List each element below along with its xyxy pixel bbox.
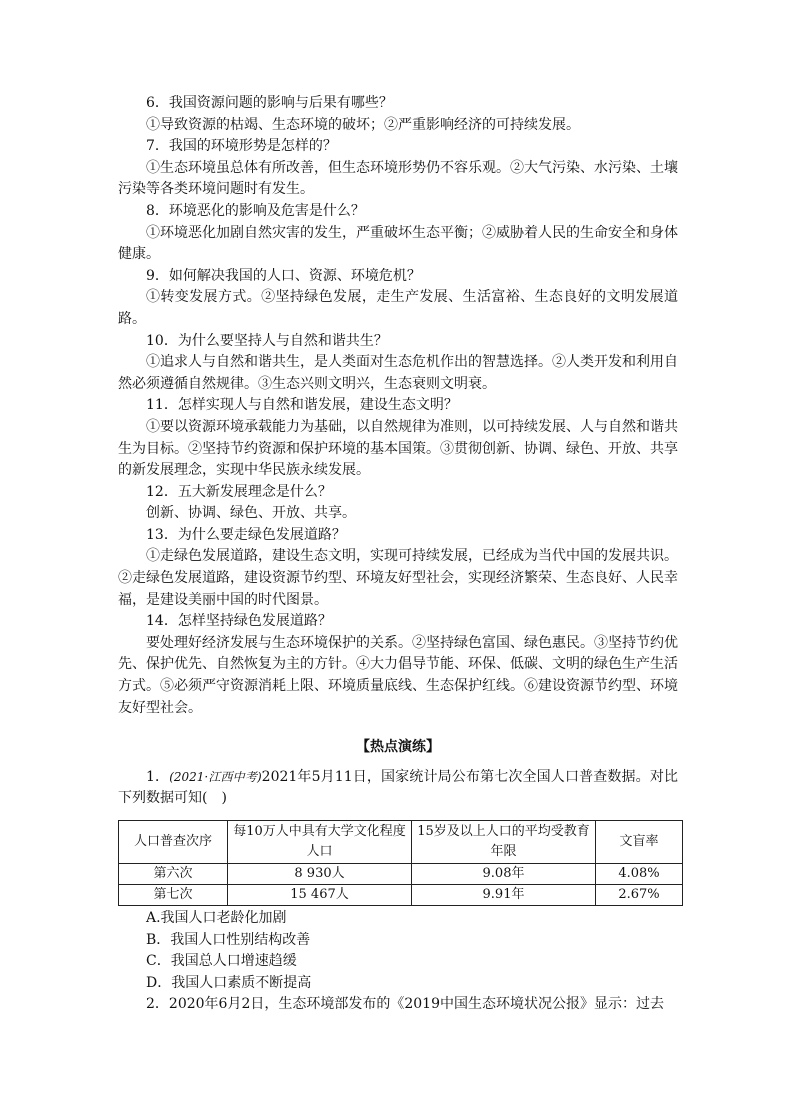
option-c[interactable]: C．我国总人口增速趋缓	[146, 953, 297, 970]
question-13: 13．为什么要走绿色发展道路？	[146, 526, 346, 543]
table-cell: 9.08年	[412, 864, 596, 885]
question-9: 9．如何解决我国的人口、资源、环境危机？	[146, 267, 421, 284]
section-title: 【热点演练】	[356, 739, 440, 756]
answer-12: 创新、协调、绿色、开放、共享。	[146, 505, 356, 522]
option-b[interactable]: B．我国人口性别结构改善	[146, 931, 311, 948]
question-11: 11．怎样实现人与自然和谐发展，建设生态文明？	[146, 397, 458, 414]
table-cell: 15 467人	[228, 885, 412, 906]
table-header-cell: 15岁及以上人口的平均受教育年限	[412, 821, 596, 864]
practice-question-1	[118, 767, 678, 810]
question-14: 14．怎样坚持绿色发展道路？	[146, 613, 332, 630]
table-cell: 第六次	[119, 864, 228, 885]
answer-14: 要处理好经济发展与生态环境保护的关系。②坚持绿色富国、绿色惠民。③坚持节约优先、保护优先、自然恢复为主的方针。④大力倡导节能、环保、低碳、文明的绿色生产生活方式。⑤必须严守资源消耗上限、环境质量底线、生态保护红线。⑥建设资源节约型、环境友好型社会。	[118, 634, 678, 716]
answer-11: ①要以资源环境承载能力为基础，以自然规律为准则，以可持续发展、人与自然和谐共生为目标。②坚持节约资源和保护环境的基本国策。③贯彻创新、协调、绿色、开放、共享的新发展理念，实现中华民族永续发展。	[118, 418, 678, 479]
table-row	[119, 864, 683, 885]
question-6: 6．我国资源问题的影响与后果有哪些？	[146, 95, 393, 111]
table-header-cell: 人口普查次序	[119, 821, 228, 864]
table-cell: 2.67%	[596, 885, 683, 906]
question-stem: 2021年5月11日，国家统计局公布第七次全国人口普查数据。对比下列数据可知( )	[118, 768, 678, 807]
answer-10: ①追求人与自然和谐共生，是人类面对生态危机作出的智慧选择。②人类开发和利用自然必须遵循自然规律。③生态兴则文明兴，生态衰则文明衰。	[118, 354, 678, 392]
answer-6: ①导致资源的枯竭、生态环境的破坏；②严重影响经济的可持续发展。	[146, 116, 580, 133]
answer-13: ①走绿色发展道路，建设生态文明，实现可持续发展，已经成为当代中国的发展共识。②走绿色发展道路，建设资源节约型、环境友好型社会，实现经济繁荣、生态良好、人民幸福，是建设美丽中国的时代图景。	[118, 548, 678, 608]
question-12: 12．五大新发展理念是什么？	[146, 483, 332, 500]
answer-options	[118, 908, 678, 994]
question-number: 1．	[146, 768, 170, 785]
table-cell: 第七次	[119, 885, 228, 906]
option-d[interactable]: D．我国人口素质不断提高	[146, 974, 312, 991]
answer-8: ①环境恶化加剧自然灾害的发生，严重破坏生态平衡；②威胁着人民的生命安全和身体健康。	[118, 224, 678, 263]
table-cell: 4.08%	[596, 864, 683, 885]
practice-question-2: 2．2020年6月2日，生态环境部发布的《2019中国生态环境状况公报》显示：过去	[146, 996, 664, 1013]
question-10: 10．为什么要坚持人与自然和谐共生？	[146, 332, 388, 349]
review-list	[118, 93, 678, 719]
census-table	[118, 820, 683, 906]
table-cell: 8 930人	[228, 864, 412, 885]
question-source: (2021·江西中考)	[169, 769, 262, 784]
page-content	[118, 93, 678, 1016]
question-7: 7．我国的环境形势是怎样的？	[146, 138, 337, 155]
table-header-row	[119, 821, 683, 864]
table-header-cell: 文盲率	[596, 821, 683, 864]
table-row	[119, 885, 683, 906]
answer-9: ①转变发展方式。②坚持绿色发展，走生产发展、生活富裕、生态良好的文明发展道路。	[118, 289, 678, 327]
answer-7: ①生态环境虽总体有所改善，但生态环境形势仍不容乐观。②大气污染、水污染、土壤污染等各类环境问题时有发生。	[118, 159, 678, 198]
table-cell: 9.91年	[412, 885, 596, 906]
option-a[interactable]: A.我国人口老龄化加剧	[146, 910, 287, 926]
question-8: 8．环境恶化的影响及危害是什么？	[146, 202, 365, 219]
table-header-cell: 每10万人中具有大学文化程度人口	[228, 821, 412, 864]
